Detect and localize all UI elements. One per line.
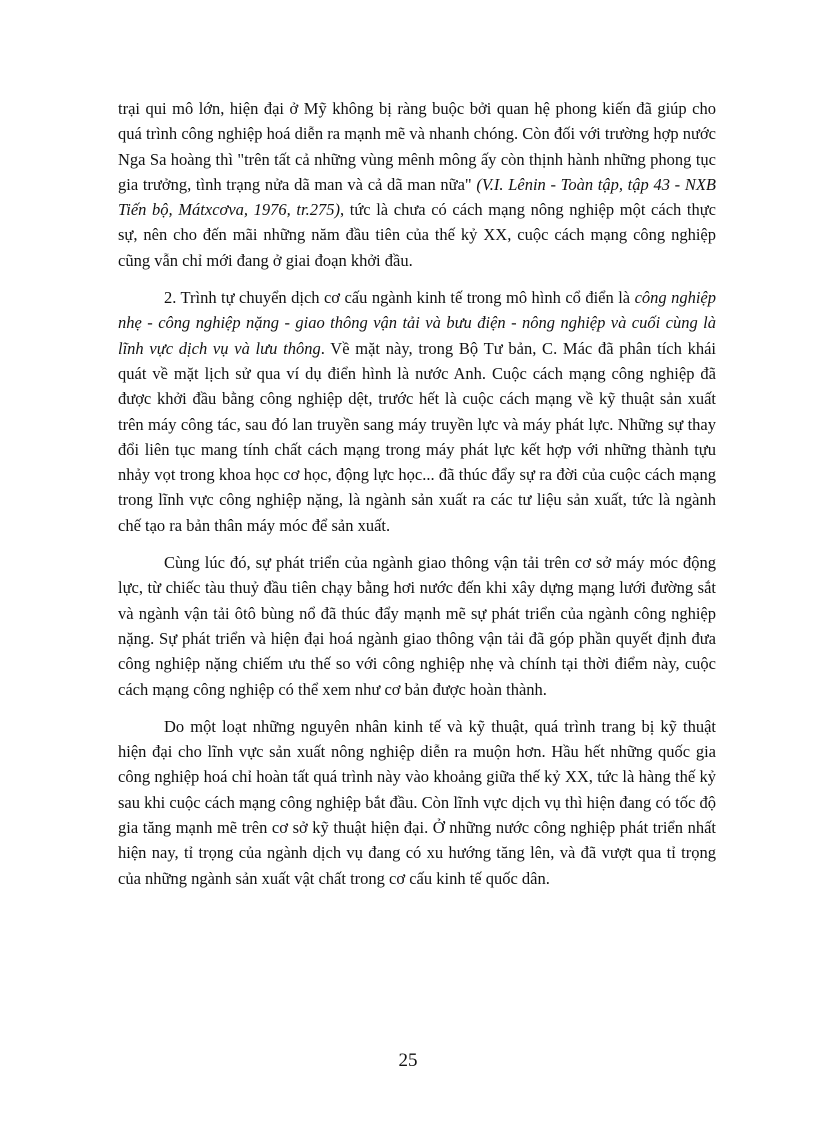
text-segment: trại qui mô lớn, hiện đại ở Mỹ không bị ràng buộc bởi quan hệ phong kiến đã giúp cho quá trình công nghiệp hoá diễn ra mạnh mẽ và nhanh chóng. Còn đối với trường hợp nước Nga Sa hoàng thì "trên tất cả những vùng mênh mông ấy còn thịnh hành những phong tục gia trưởng, tình trạng nửa dã man và cả dã man nữa" — [118, 99, 716, 194]
text-segment: 2. Trình tự chuyển dịch cơ cấu ngành kinh tế trong mô hình cổ điển là — [164, 288, 635, 308]
paragraph-2 — [118, 285, 716, 538]
paragraph-4 — [118, 714, 716, 891]
text-segment: Do một loạt những nguyên nhân kinh tế và kỹ thuật, quá trình trang bị kỹ thuật hiện đại cho lĩnh vực sản xuất nông nghiệp diễn ra muộn hơn. Hầu hết những quốc gia công nghiệp hoá chỉ hoàn tất quá trình này vào khoảng giữa thế kỷ XX, tức là hàng thế kỷ sau khi cuộc cách mạng công nghiệp bắt đầu. Còn lĩnh vực dịch vụ thì hiện đang có tốc độ gia tăng mạnh mẽ trên cơ sở kỹ thuật hiện đại. Ở những nước công nghiệp phát triển nhất hiện nay, tỉ trọng của ngành dịch vụ đang có xu hướng tăng lên, và đã vượt qua tỉ trọng của những ngành sản xuất vật chất trong cơ cấu kinh tế quốc dân. — [118, 716, 716, 888]
paragraph-continuation — [118, 96, 716, 273]
document-body — [118, 96, 716, 903]
text-segment: . Về mặt này, trong Bộ Tư bản, C. Mác đã phân tích khái quát về mặt lịch sử qua ví dụ điển hình là nước Anh. Cuộc cách mạng công nghiệp đã được khởi đầu bằng công nghiệp dệt, trước hết là cuộc cách mạng về kỹ thuật sản xuất trên máy công tác, sau đó lan truyền sang máy truyền lực và máy phát lực. Những sự thay đổi liên tục mang tính chất cách mạng trong máy phát lực kết hợp với những thành tựu nhảy vọt trong khoa học cơ học, động lực học... đã thúc đẩy sự ra đời của cuộc cách mạng trong lĩnh vực công nghiệp nặng, là ngành sản xuất ra các tư liệu sản xuất, tức là ngành chế tạo ra bản thân máy móc để sản xuất. — [118, 338, 716, 535]
page-number: 25 — [398, 1050, 418, 1071]
text-segment: , tức là chưa có cách mạng nông nghiệp một cách thực sự, nên cho đến mãi những năm đầu tiên của thế kỷ XX, cuộc cách mạng công nghiệp cũng vẫn chỉ mới đang ở giai đoạn khởi đầu. — [118, 200, 717, 270]
text-segment: Cùng lúc đó, sự phát triển của ngành giao thông vận tải trên cơ sở máy móc động lực, từ chiếc tàu thuỷ đầu tiên chạy bằng hơi nước đến khi xây dựng mạng lưới đường sắt và ngành vận tải ôtô bùng nổ đã thúc đẩy mạnh mẽ sự phát triển của ngành công nghiệp nặng. Sự phát triển và hiện đại hoá ngành giao thông vận tải đã góp phần quyết định đưa công nghiệp nặng chiếm ưu thế so với công nghiệp nhẹ và chính tại thời điểm này, cuộc cách mạng công nghiệp có thể xem như cơ bản được hoàn thành. — [118, 553, 716, 699]
citation-italic: (V.I. Lênin - Toàn tập, tập 43 - NXB Tiến bộ, Mátxcơva, 1976, tr.275) — [118, 174, 716, 220]
emphasis-italic: công nghiệp nhẹ - công nghiệp nặng - giao thông vận tải và bưu điện - nông nghiệp và cuối cùng là lĩnh vực dịch vụ và lưu thông — [118, 288, 716, 358]
paragraph-3 — [118, 550, 716, 702]
